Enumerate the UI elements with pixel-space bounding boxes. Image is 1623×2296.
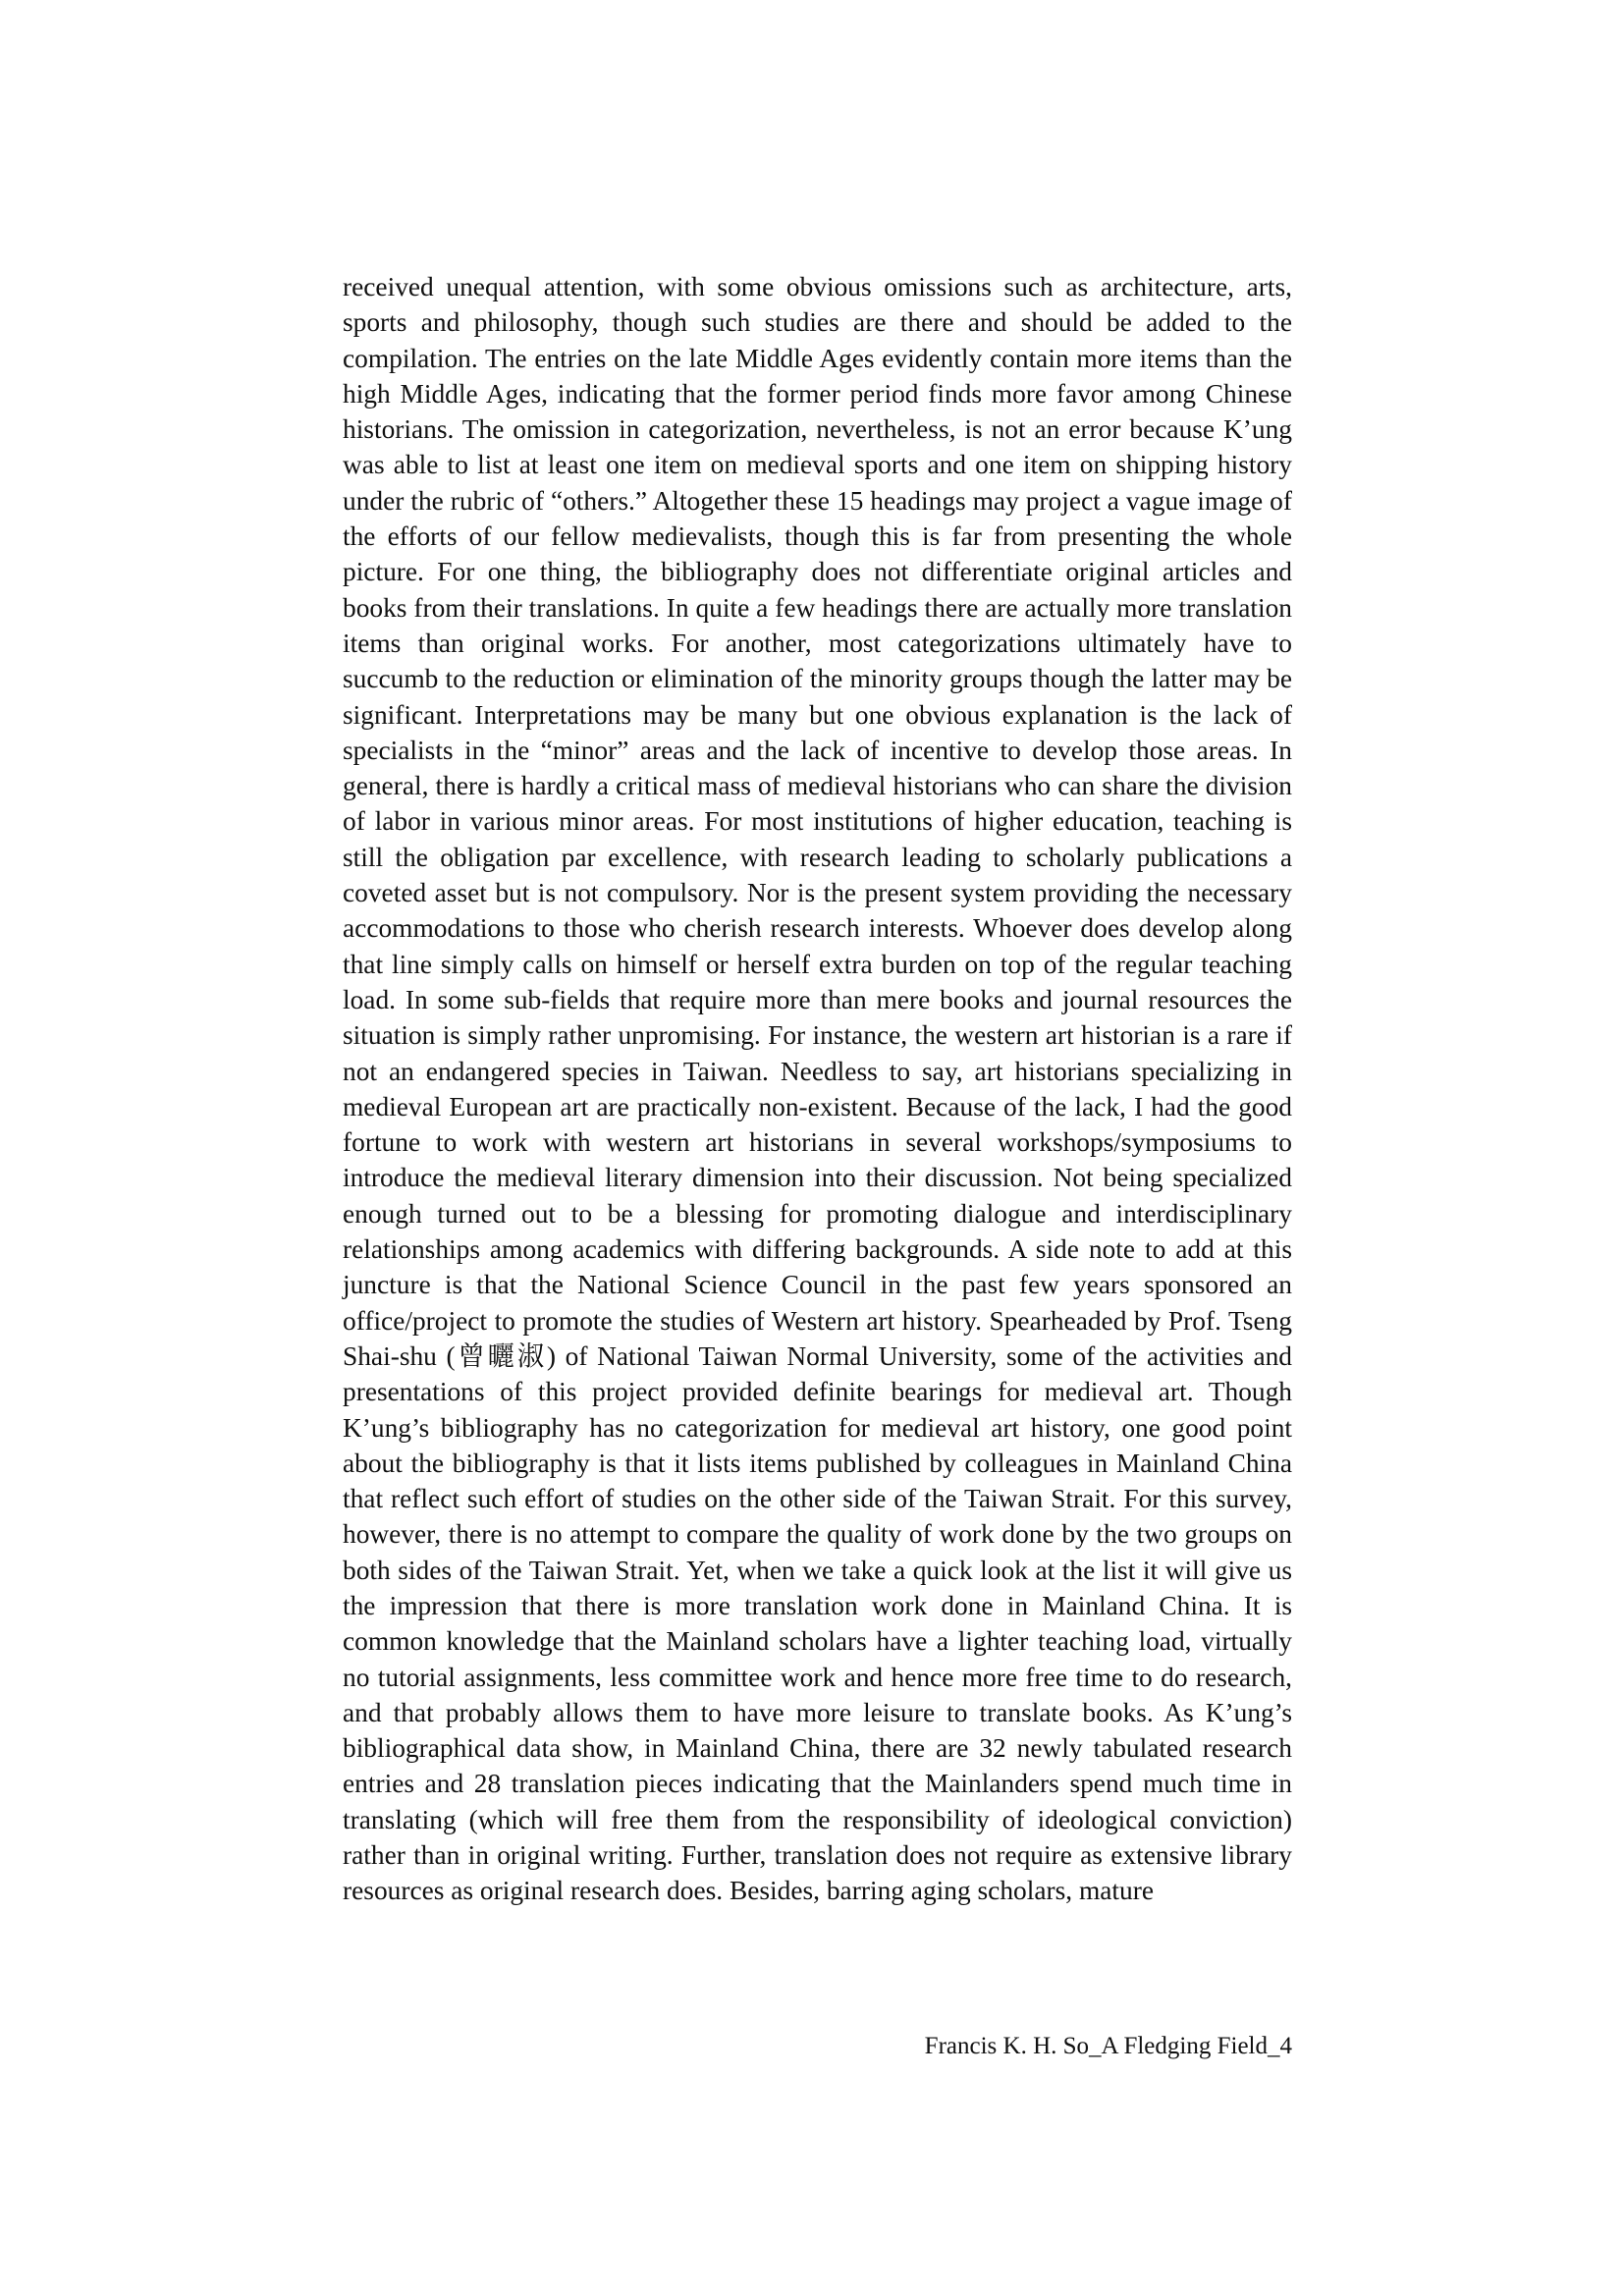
body-paragraph: received unequal attention, with some obvious omissions such as architecture, arts, sports and philosophy, though such studies are there and should be added to the compilation. The entries on the late Middle Ages evidently contain more items than the high Middle Ages, indicating that the former period finds more favor among Chinese historians. The omission in categorization, nevertheless, is not an error because K’ung was able to list at least one item on medieval sports and one item on shipping history under the rubric of “others.” Altogether these 15 headings may project a vague image of the efforts of our fellow medievalists, though this is far from presenting the whole picture. For one thing, the bibliography does not differentiate original articles and books from their translations. In quite a few headings there are actually more translation items than original works. For another, most categorizations ultimately have to succumb to the reduction or elimination of the minority groups though the latter may be significant. Interpretations may be many but one obvious explanation is the lack of specialists in the “minor” areas and the lack of incentive to develop those areas. In general, there is hardly a critical mass of medieval historians who can share the division of labor in various minor areas. For most institutions of higher education, teaching is still the obligation par excellence, with research leading to scholarly publications a coveted asset but is not compulsory. Nor is the present system providing the necessary accommodations to those who cherish research interests. Whoever does develop along that line simply calls on himself or herself extra burden on top of the regular teaching load. In some sub-fields that require more than mere books and journal resources the situation is simply rather unpromising. For instance, the western art historian is a rare if not an endangered species in Taiwan. Needless to say, art historians specializing in medieval European art are practically non-existent. Because of the lack, I had the good fortune to work with western art historians in several workshops/symposiums to introduce the medieval literary dimension into their discussion. Not being specialized enough turned out to be a blessing for promoting dialogue and interdisciplinary relationships among academics with differing backgrounds. A side note to add at this juncture is that the National Science Council in the past few years sponsored an office/project to promote the studies of Western art history. Spearheaded by Prof. Tseng Shai-shu (曾曬淑) of National Taiwan Normal University, some of the activities and presentations of this project provided definite bearings for medieval art. Though K’ung’s bibliography has no categorization for medieval art history, one good point about the bibliography is that it lists items published by colleagues in Mainland China that reflect such effort of studies on the other side of the Taiwan Strait. For this survey, however, there is no attempt to compare the quality of work done by the two groups on both sides of the Taiwan Strait. Yet, when we take a quick look at the list it will give us the impression that there is more translation work done in Mainland China. It is common knowledge that the Mainland scholars have a lighter teaching load, virtually no tutorial assignments, less committee work and hence more free time to do research, and that probably allows them to have more leisure to translate books. As K’ung’s bibliographical data show, in Mainland China, there are 32 newly tabulated research entries and 28 translation pieces indicating that the Mainlanders spend much time in translating (which will free them from the responsibility of ideological conviction) rather than in original writing. Further, translation does not require as extensive library resources as original research does. Besides, barring aging scholars, mature	[343, 272, 1292, 1906]
page-footer: Francis K. H. So_A Fledging Field_4	[924, 2033, 1292, 2059]
